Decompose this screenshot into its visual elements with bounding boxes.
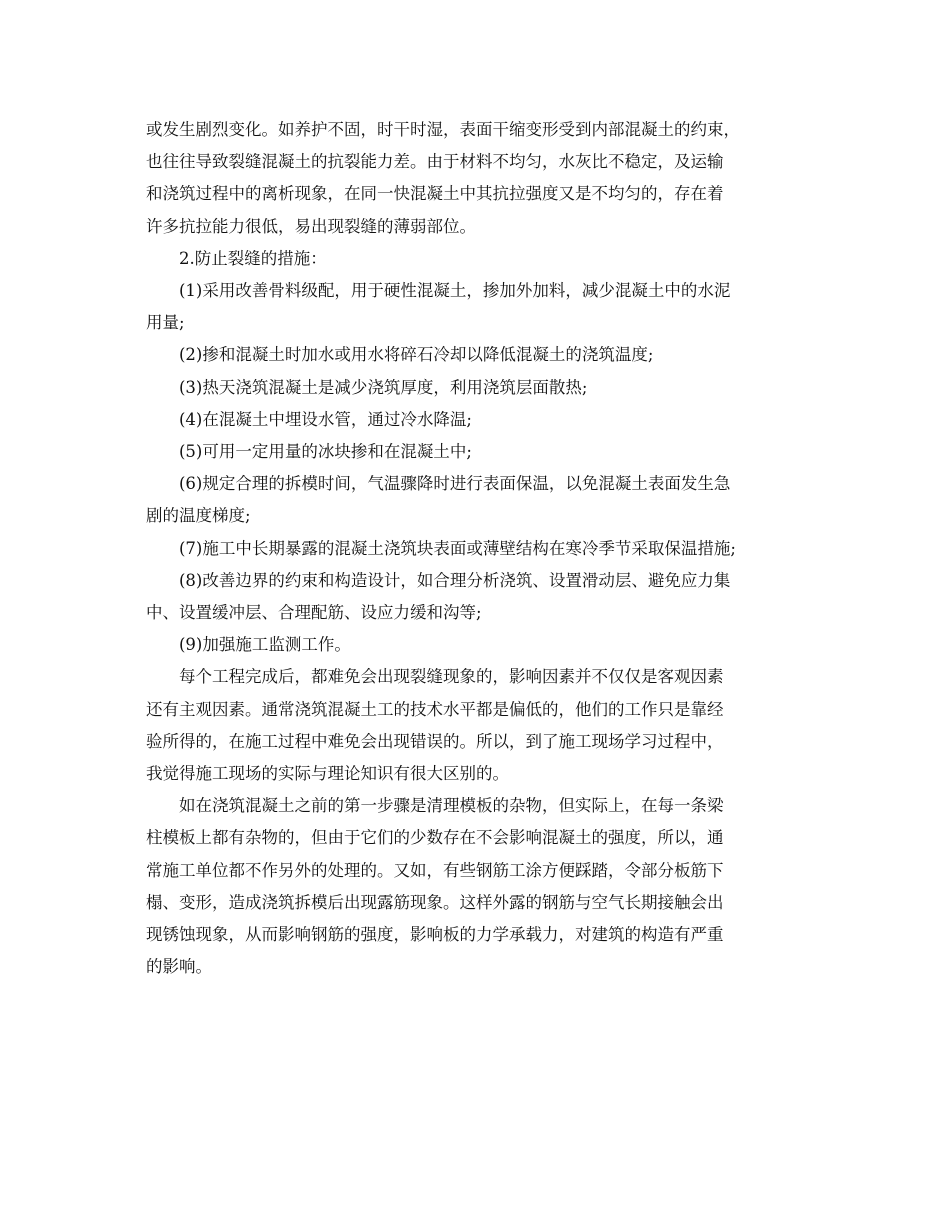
text-line: 许多抗拉能力很低，易出现裂缝的薄弱部位。 [146,216,476,236]
text-line: 2.防止裂缝的措施： [179,248,327,268]
text-line: 验所得的，在施工过程中难免会出现错误的。所以，到了施工现场学习过程中， [146,731,724,751]
text-line: (5)可用一定用量的冰块掺和在混凝土中; [179,442,472,462]
text-line: (2)掺和混凝土时加水或用水将碎石冷却以降低混凝土的浇筑温度; [179,345,654,365]
text-line: 也往往导致裂缝混凝土的抗裂能力差。由于材料不均匀，水灰比不稳定，及运输 [146,152,724,172]
text-line: 现锈蚀现象，从而影响钢筋的强度，影响板的力学承载力，对建筑的构造有严重 [146,925,724,945]
text-line: 榻、变形，造成浇筑拆模后出现露筋现象。这样外露的钢筋与空气长期接触会出 [146,892,724,912]
text-line: 还有主观因素。通常浇筑混凝土工的技术水平都是偏低的，他们的工作只是靠经 [146,699,724,719]
paragraph-2 [146,275,816,339]
paragraph-0 [146,114,816,243]
paragraph-6 [146,436,816,468]
text-line: (4)在混凝土中埋设水管，通过冷水降温; [179,409,472,429]
text-line: 柱模板上都有杂物的，但由于它们的少数存在不会影响混凝土的强度，所以，通 [146,828,724,848]
text-line: 用量; [146,313,185,333]
paragraph-11 [146,661,816,790]
text-line: 和浇筑过程中的离析现象，在同一快混凝土中其抗拉强度又是不均匀的，存在着 [146,184,724,204]
text-line: (6)规定合理的拆模时间，气温骤降时进行表面保温，以免混凝土表面发生急 [179,474,731,494]
paragraph-1 [146,243,816,275]
paragraph-10 [146,629,816,661]
text-line: 我觉得施工现场的实际与理论知识有很大区别的。 [146,764,509,784]
paragraph-12 [146,790,816,983]
text-line: (8)改善边界的约束和构造设计，如合理分析浇筑、设置滑动层、避免应力集 [179,570,731,590]
paragraph-4 [146,372,816,404]
text-line: 或发生剧烈变化。如养护不固，时干时湿，表面干缩变形受到内部混凝土的约束， [146,120,740,139]
text-line: 的影响。 [146,957,212,977]
paragraph-8 [146,533,816,565]
text-line: (9)加强施工监测工作。 [179,635,351,655]
text-line: 常施工单位都不作另外的处理的。又如，有些钢筋工涂方便踩踏，令部分板筋下 [146,860,724,880]
paragraph-3 [146,339,816,371]
text-line: 剧的温度梯度; [146,506,251,526]
text-line: 如在浇筑混凝土之前的第一步骤是清理模板的杂物，但实际上，在每一条梁 [179,796,724,816]
text-line: (3)热天浇筑混凝土是减少浇筑厚度，利用浇筑层面散热; [179,377,588,397]
text-line: (1)采用改善骨料级配，用于硬性混凝土，掺加外加料，减少混凝土中的水泥 [179,281,731,301]
text-line: 每个工程完成后，都难免会出现裂缝现象的，影响因素并不仅仅是客观因素 [179,667,724,687]
text-line: (7)施工中长期暴露的混凝土浇筑块表面或薄壁结构在寒冷季节采取保温措施; [179,538,736,558]
paragraph-5 [146,404,816,436]
paragraph-9 [146,565,816,629]
document-body [146,114,816,983]
text-line: 中、设置缓冲层、合理配筋、设应力缓和沟等; [146,603,482,623]
paragraph-7 [146,468,816,532]
